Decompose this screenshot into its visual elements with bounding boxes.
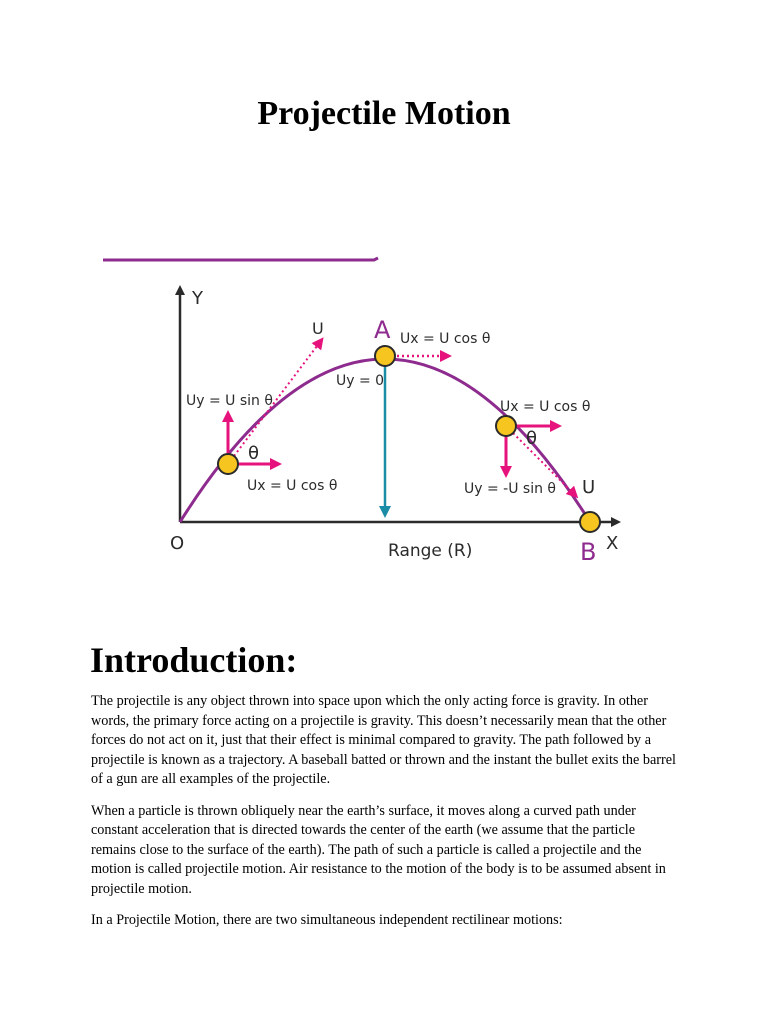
ball-apex xyxy=(375,346,395,366)
point-b-label: B xyxy=(580,538,597,566)
y-axis-label: Y xyxy=(192,288,203,309)
section-heading: Introduction: xyxy=(90,640,298,680)
origin-label: O xyxy=(170,533,185,554)
paragraph: When a particle is thrown obliquely near the earth’s surface, it moves along a curved path under constant acceleration that is directed towards the center of the earth (we assume that the particle remains close to the surface of the earth). The path of such a particle is called a projectile and the motion is called projectile motion. Air resistance to the motion of the body is to be assumed absent in projectile motion. xyxy=(91,802,666,897)
ball-descent xyxy=(496,416,516,436)
ball-launch xyxy=(218,454,238,474)
launch-velocity-label: U xyxy=(312,319,324,338)
apex-ux-label: Ux = U cos θ xyxy=(400,331,491,347)
descent-uy-label: Uy = -U sin θ xyxy=(464,481,556,497)
launch-ux-label: Ux = U cos θ xyxy=(247,478,338,494)
descent-theta-label: θ xyxy=(526,428,538,449)
descent-ux-label: Ux = U cos θ xyxy=(500,399,591,415)
end-velocity-label: U xyxy=(582,477,596,498)
point-a-label: A xyxy=(374,316,391,344)
ball-landing xyxy=(580,512,600,532)
apex-uy-label: Uy = 0 xyxy=(336,373,385,389)
page-title: Projectile Motion xyxy=(257,95,511,132)
launch-theta-label: θ xyxy=(248,443,260,464)
paragraph: The projectile is any object thrown into space upon which the only acting force is gravity. In other words, the primary force acting on a projectile is gravity. This doesn’t necessarily mean that the other forces do not act on it, just that their effect is minimal compared to gravity. The path followed by a projectile is known as a trajectory. A baseball batted or thrown and the instant the bullet exits the barrel of a gun are all examples of the projectile. xyxy=(91,693,676,787)
launch-uy-label: Uy = U sin θ xyxy=(186,393,273,409)
projectile-diagram xyxy=(100,250,640,580)
body-text xyxy=(91,692,681,943)
range-label: Range (R) xyxy=(388,541,473,561)
paragraph: In a Projectile Motion, there are two simultaneous independent rectilinear motions: xyxy=(91,912,563,928)
x-axis-label: X xyxy=(606,533,619,554)
header-rule xyxy=(103,258,378,260)
